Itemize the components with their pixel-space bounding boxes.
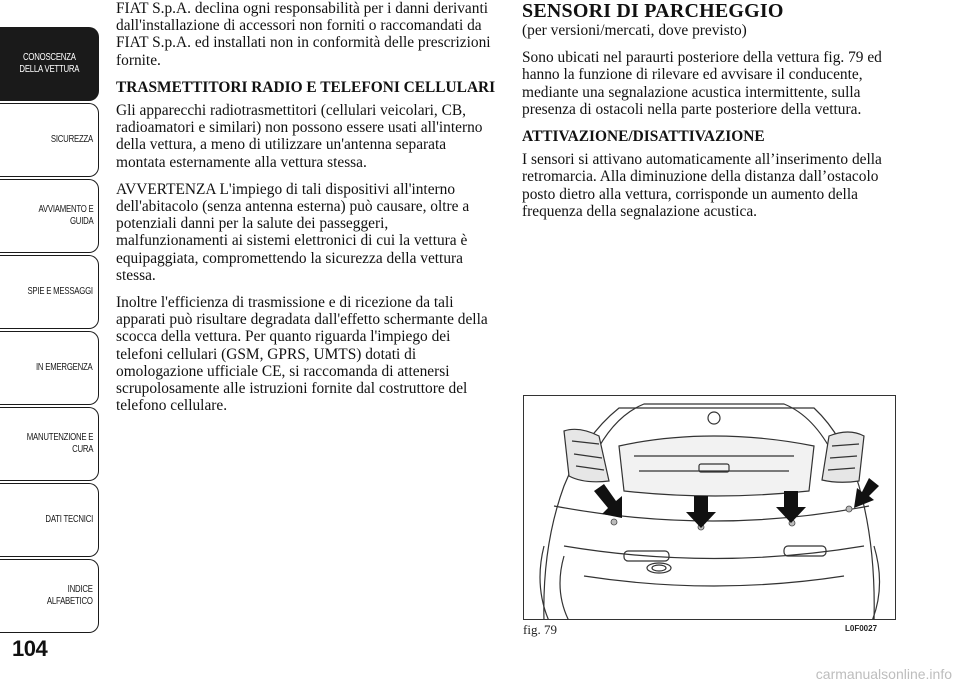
- tab-conoscenza-della-vettura[interactable]: CONOSCENZA DELLA VETTURA: [0, 27, 99, 101]
- section-subtitle: (per versioni/mercati, dove previsto): [522, 22, 747, 39]
- sensors-paragraph: Sono ubicati nel paraurti posteriore della vettura fig. 79 ed hanno la funzione di rilevare ed avvisare il conducente, mediante una segnalazione acustica intermittente, sulla presenza di ostacoli nella parte posteriore della vettura.: [522, 49, 882, 118]
- warning-paragraph: AVVERTENZA L'impiego di tali dispositivi all'interno dell'abitacolo (senza antenna esterna) può causare, oltre a potenziali danni per la salute dei passeggeri, malfunzionamenti ai sistemi elettronici di cui la vettura è equipaggiata, compromettendo la sicurezza della vettura stessa.: [116, 180, 470, 284]
- efficiency-paragraph: Inoltre l'efficienza di trasmissione e di ricezione da tali apparati può risultare degradata dall'effetto schermante della scocca della vettura. Per quanto riguarda l'impiego dei telefoni cellulari (GSM, GPRS, UMTS) dotati di omologazione ufficiale CE, si raccomanda di attenersi scrupolosamente alle istruzioni fornite dal costruttore del telefono cellulare.: [116, 294, 488, 415]
- tab-dati-tecnici[interactable]: DATI TECNICI: [0, 483, 99, 557]
- car-rear-illustration: [524, 396, 896, 620]
- figure-caption: fig. 79: [523, 622, 557, 637]
- disclaimer-paragraph: FIAT S.p.A. declina ogni responsabilità per i danni derivanti dall'installazione di accessori non forniti o raccomandati da FIAT S.p.A. ed installati non in conformità delle prescrizioni fornite.: [116, 0, 491, 69]
- section-title: SENSORI DI PARCHEGGIO: [522, 0, 784, 22]
- rear-bumper-figure: [523, 395, 896, 620]
- activation-heading: ATTIVAZIONE/DISATTIVAZIONE: [522, 128, 765, 146]
- tab-spie-e-messaggi[interactable]: SPIE E MESSAGGI: [0, 255, 99, 329]
- page-number: 104: [12, 636, 48, 661]
- left-column: [116, 0, 498, 424]
- chapter-sidebar: [0, 0, 100, 640]
- tab-indice-alfabetico[interactable]: INDICE ALFABETICO: [0, 559, 99, 633]
- figure-code: L0F0027: [845, 624, 878, 633]
- tab-manutenzione-e-cura[interactable]: MANUTENZIONE E CURA: [0, 407, 99, 481]
- tab-in-emergenza[interactable]: IN EMERGENZA: [0, 331, 99, 405]
- radio-paragraph: Gli apparecchi radiotrasmettitori (cellulari veicolari, CB, radioamatori e similari) non possono essere usati all'interno della vettura, a meno di utilizzare un'antenna separata montata esternamente alla vettura stessa.: [116, 102, 483, 171]
- tab-avviamento-e-guida[interactable]: AVVIAMENTO E GUIDA: [0, 179, 99, 253]
- source-watermark: carmanualsonline.info: [815, 666, 952, 682]
- radio-phones-heading: TRASMETTITORI RADIO E TELEFONI CELLULARI: [116, 78, 496, 96]
- right-column: [522, 0, 914, 230]
- tab-sicurezza[interactable]: SICUREZZA: [0, 103, 99, 177]
- activation-paragraph: I sensori si attivano automaticamente all’inserimento della retromarcia. Alla diminuzione della distanza dall’ostacolo posto dietro alla vettura, corrisponde un aumento della frequenza della segnalazione acustica.: [522, 151, 882, 220]
